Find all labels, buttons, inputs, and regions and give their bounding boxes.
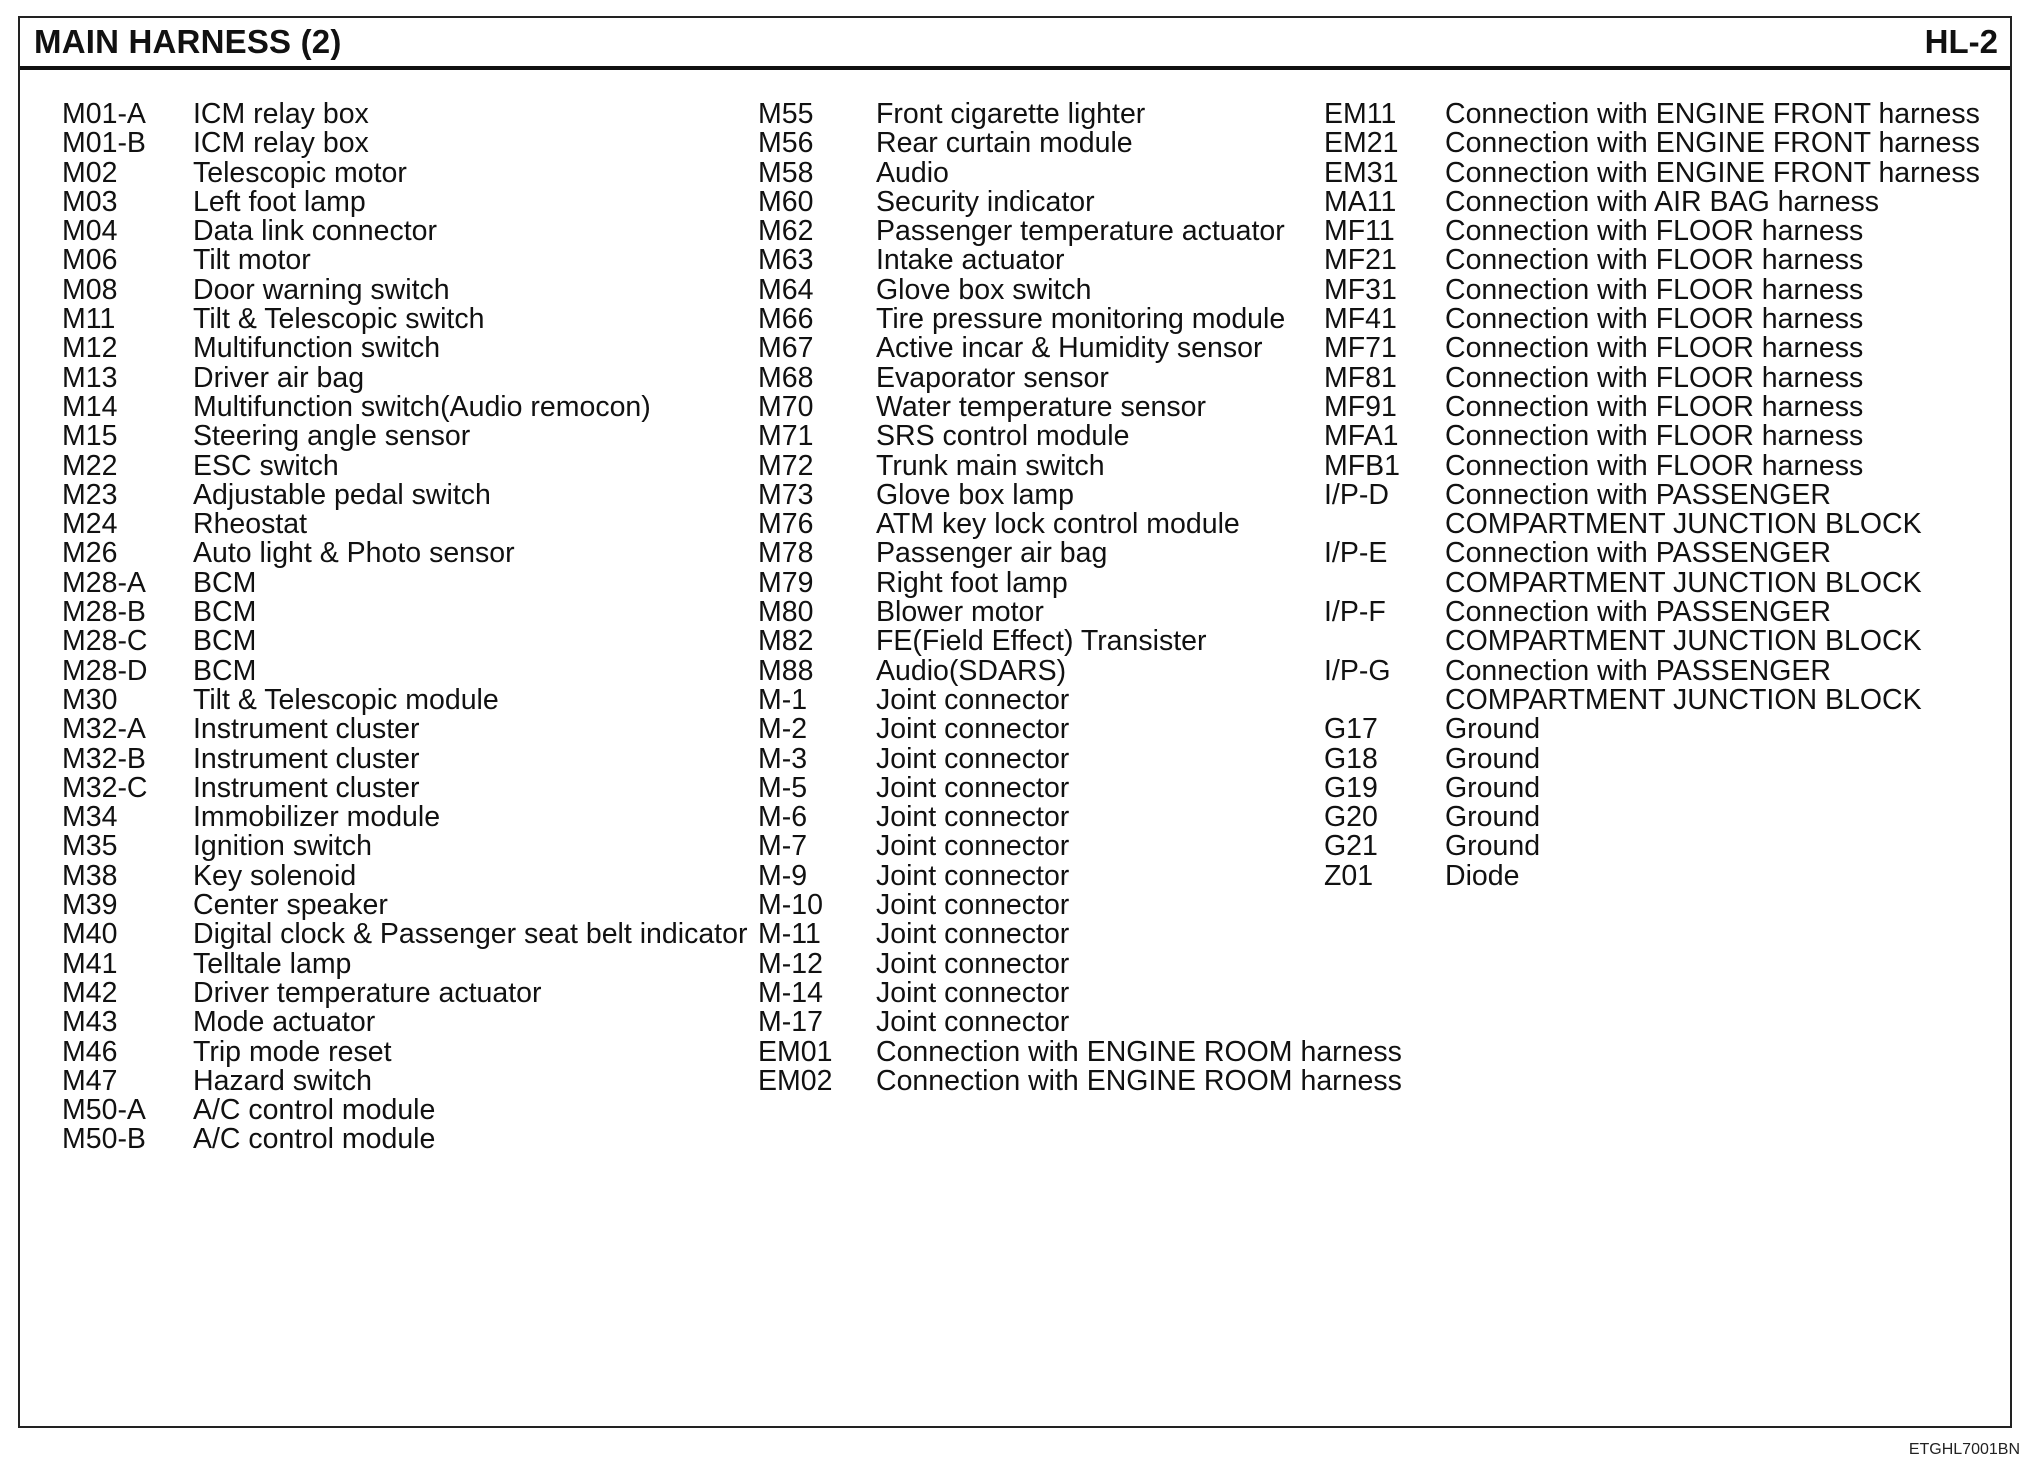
connector-code: MF71 bbox=[1324, 332, 1397, 365]
figure-id: ETGHL7001BN bbox=[1908, 1441, 2020, 1458]
connector-description: Ground bbox=[1445, 771, 1541, 804]
connector-description: Multifunction switch(Audio remocon) bbox=[193, 390, 651, 423]
connector-code: MFA1 bbox=[1324, 420, 1399, 453]
connector-code: M68 bbox=[758, 361, 814, 394]
connector-code: MF31 bbox=[1324, 273, 1397, 306]
connector-row bbox=[62, 510, 742, 539]
connector-code: M42 bbox=[62, 976, 118, 1009]
connector-description: Connection with FLOOR harness bbox=[1445, 361, 1864, 394]
connector-row bbox=[1324, 390, 2004, 423]
connector-row bbox=[758, 361, 1318, 394]
connector-description: Connection with PASSENGER bbox=[1445, 654, 1831, 687]
connector-description: Tire pressure monitoring module bbox=[876, 303, 1286, 336]
connector-description: Connection with FLOOR harness bbox=[1445, 303, 1864, 336]
connector-list-column-1 bbox=[62, 98, 748, 1156]
connector-description: Tilt & Telescopic switch bbox=[193, 303, 485, 336]
connector-description: COMPARTMENT JUNCTION BLOCK bbox=[1445, 625, 1922, 658]
connector-code: M-5 bbox=[758, 771, 808, 804]
connector-description: BCM bbox=[193, 625, 257, 658]
connector-code: M-3 bbox=[758, 742, 808, 775]
connector-code: M03 bbox=[62, 185, 118, 218]
connector-row bbox=[62, 185, 742, 218]
connector-code: M13 bbox=[62, 361, 118, 394]
connector-row bbox=[62, 891, 742, 920]
connector-row bbox=[62, 976, 742, 1009]
connector-description: Telescopic motor bbox=[193, 156, 407, 189]
connector-code: EM01 bbox=[758, 1035, 833, 1068]
connector-description: Joint connector bbox=[876, 947, 1070, 980]
connector-description: Connection with FLOOR harness bbox=[1445, 449, 1864, 482]
connector-description: COMPARTMENT JUNCTION BLOCK bbox=[1445, 683, 1922, 716]
connector-row bbox=[758, 1064, 1402, 1097]
connector-code: M15 bbox=[62, 420, 118, 453]
connector-row bbox=[62, 478, 742, 511]
connector-code: M28-D bbox=[62, 654, 148, 687]
connector-code: M79 bbox=[758, 566, 814, 599]
connector-code: M01-A bbox=[62, 98, 146, 130]
connector-row bbox=[758, 715, 1318, 744]
connector-row bbox=[1324, 539, 2004, 568]
connector-description: Connection with FLOOR harness bbox=[1445, 420, 1864, 453]
connector-row bbox=[1324, 217, 2004, 246]
connector-code: MF41 bbox=[1324, 303, 1397, 336]
connector-code: M22 bbox=[62, 449, 118, 482]
connector-description: Joint connector bbox=[876, 830, 1070, 863]
connector-code: MF11 bbox=[1324, 215, 1395, 248]
connector-code: M39 bbox=[62, 889, 118, 922]
connector-description: Joint connector bbox=[876, 713, 1070, 746]
connector-row bbox=[1324, 566, 2004, 599]
connector-code: M64 bbox=[758, 273, 814, 306]
connector-description: Passenger temperature actuator bbox=[876, 215, 1285, 248]
connector-description: Instrument cluster bbox=[193, 742, 420, 775]
connector-description: Tilt & Telescopic module bbox=[193, 683, 499, 716]
connector-description: Door warning switch bbox=[193, 273, 450, 306]
connector-description: BCM bbox=[193, 566, 257, 599]
connector-description: Ground bbox=[1445, 742, 1541, 775]
connector-row bbox=[62, 539, 742, 568]
connector-row bbox=[758, 246, 1318, 275]
connector-row bbox=[62, 683, 742, 716]
connector-code: M71 bbox=[758, 420, 814, 453]
connector-code: M47 bbox=[62, 1064, 118, 1097]
connector-code: M11 bbox=[62, 303, 116, 336]
connector-description: Connection with ENGINE FRONT harness bbox=[1445, 156, 1980, 189]
connector-description: Intake actuator bbox=[876, 244, 1065, 277]
connector-row bbox=[758, 947, 1318, 980]
connector-code: M24 bbox=[62, 508, 118, 541]
connector-row bbox=[62, 217, 742, 246]
connector-row bbox=[62, 273, 742, 306]
connector-row bbox=[1324, 654, 2004, 687]
connector-row bbox=[1324, 185, 2004, 218]
connector-row bbox=[758, 390, 1318, 423]
connector-row bbox=[1324, 598, 2004, 627]
connector-description: Ignition switch bbox=[193, 830, 373, 863]
connector-description: Instrument cluster bbox=[193, 771, 420, 804]
connector-row bbox=[758, 859, 1318, 892]
connector-row bbox=[758, 742, 1318, 775]
connector-code: I/P-G bbox=[1324, 654, 1391, 687]
connector-code: G17 bbox=[1324, 713, 1378, 746]
connector-row bbox=[758, 305, 1318, 334]
connector-row bbox=[1324, 156, 2004, 189]
connector-description: Instrument cluster bbox=[193, 713, 420, 746]
connector-description: Joint connector bbox=[876, 801, 1070, 834]
connector-description: Connection with ENGINE ROOM harness bbox=[876, 1035, 1402, 1068]
connector-description: Auto light & Photo sensor bbox=[193, 537, 515, 570]
connector-row bbox=[62, 1125, 742, 1154]
connector-code: MF91 bbox=[1324, 390, 1397, 423]
connector-code: EM02 bbox=[758, 1064, 833, 1097]
connector-row bbox=[758, 683, 1318, 716]
connector-row bbox=[62, 566, 742, 599]
connector-code: M-6 bbox=[758, 801, 808, 834]
connector-description: Diode bbox=[1445, 859, 1520, 892]
connector-description: Joint connector bbox=[876, 859, 1070, 892]
connector-code: M-1 bbox=[758, 683, 808, 716]
connector-description: Steering angle sensor bbox=[193, 420, 471, 453]
connector-code: M80 bbox=[758, 596, 814, 629]
page-header bbox=[20, 18, 2010, 70]
connector-description: Audio(SDARS) bbox=[876, 654, 1067, 687]
connector-code: M30 bbox=[62, 683, 118, 716]
connector-code: M14 bbox=[62, 390, 118, 423]
connector-code: EM31 bbox=[1324, 156, 1399, 189]
connector-description: Audio bbox=[876, 156, 949, 189]
connector-row bbox=[62, 246, 742, 275]
connector-row bbox=[758, 891, 1318, 920]
connector-description: Ground bbox=[1445, 801, 1541, 834]
connector-row bbox=[758, 273, 1318, 306]
connector-row bbox=[62, 715, 742, 744]
connector-row bbox=[1324, 361, 2004, 394]
connector-description: Passenger air bag bbox=[876, 537, 1108, 570]
connector-code: G20 bbox=[1324, 801, 1378, 834]
connector-row bbox=[62, 129, 742, 158]
connector-description: ICM relay box bbox=[193, 127, 369, 160]
connector-description: Blower motor bbox=[876, 596, 1044, 629]
connector-description: Water temperature sensor bbox=[876, 390, 1206, 423]
connector-description: Front cigarette lighter bbox=[876, 98, 1146, 130]
connector-code: M72 bbox=[758, 449, 814, 482]
connector-row bbox=[62, 742, 742, 775]
connector-row bbox=[62, 422, 742, 451]
connector-row bbox=[1324, 478, 2004, 511]
connector-description: Driver temperature actuator bbox=[193, 976, 542, 1009]
connector-row bbox=[758, 217, 1318, 246]
connector-row bbox=[758, 1008, 1318, 1037]
connector-row bbox=[62, 334, 742, 363]
connector-description: Adjustable pedal switch bbox=[193, 478, 491, 511]
connector-code: G18 bbox=[1324, 742, 1378, 775]
connector-row bbox=[758, 185, 1318, 218]
connector-description: Connection with PASSENGER bbox=[1445, 478, 1831, 511]
connector-description: Mode actuator bbox=[193, 1006, 376, 1039]
connector-description: Connection with PASSENGER bbox=[1445, 596, 1831, 629]
connector-row bbox=[758, 334, 1318, 363]
connector-description: Joint connector bbox=[876, 889, 1070, 922]
connector-row bbox=[62, 156, 742, 189]
connector-description: Driver air bag bbox=[193, 361, 365, 394]
connector-description: A/C control module bbox=[193, 1123, 436, 1156]
connector-description: ESC switch bbox=[193, 449, 339, 482]
connector-row bbox=[1324, 510, 2004, 539]
connector-code: M32-A bbox=[62, 713, 146, 746]
connector-description: BCM bbox=[193, 654, 257, 687]
connector-code: M35 bbox=[62, 830, 118, 863]
connector-code: M34 bbox=[62, 801, 118, 834]
connector-code: M40 bbox=[62, 918, 118, 951]
connector-list-column-3 bbox=[1324, 100, 2004, 891]
connector-description: COMPARTMENT JUNCTION BLOCK bbox=[1445, 566, 1922, 599]
connector-row bbox=[62, 1096, 742, 1125]
connector-row bbox=[758, 771, 1318, 804]
connector-description: Rear curtain module bbox=[876, 127, 1133, 160]
connector-description: A/C control module bbox=[193, 1094, 436, 1127]
connector-code: M66 bbox=[758, 303, 814, 336]
connector-row bbox=[1324, 742, 2004, 775]
connector-row bbox=[1324, 129, 2004, 158]
connector-code: M88 bbox=[758, 654, 814, 687]
connector-code: MF81 bbox=[1324, 361, 1397, 394]
connector-description: Connection with ENGINE ROOM harness bbox=[876, 1064, 1402, 1097]
connector-row bbox=[1324, 771, 2004, 804]
connector-row bbox=[758, 832, 1318, 861]
connector-description: Data link connector bbox=[193, 215, 437, 248]
connector-code: M63 bbox=[758, 244, 814, 277]
connector-row bbox=[62, 627, 742, 656]
connector-description: ICM relay box bbox=[193, 98, 369, 130]
connector-code: M-12 bbox=[758, 947, 823, 980]
connector-description: Joint connector bbox=[876, 771, 1070, 804]
connector-description: Joint connector bbox=[876, 742, 1070, 775]
connector-description: Right foot lamp bbox=[876, 566, 1068, 599]
connector-description: Glove box lamp bbox=[876, 478, 1075, 511]
connector-description: Immobilizer module bbox=[193, 801, 441, 834]
connector-description: Connection with FLOOR harness bbox=[1445, 273, 1864, 306]
connector-row bbox=[62, 918, 748, 951]
connector-description: Trunk main switch bbox=[876, 449, 1105, 482]
connector-row bbox=[1324, 832, 2004, 861]
connector-row bbox=[758, 566, 1318, 599]
connector-description: Multifunction switch bbox=[193, 332, 441, 365]
connector-code: M46 bbox=[62, 1035, 118, 1068]
connector-description: Key solenoid bbox=[193, 859, 357, 892]
connector-code: M38 bbox=[62, 859, 118, 892]
connector-code: M04 bbox=[62, 215, 118, 248]
connector-code: M62 bbox=[758, 215, 814, 248]
connector-code: M02 bbox=[62, 156, 118, 189]
connector-row bbox=[1324, 334, 2004, 363]
connector-row bbox=[62, 832, 742, 861]
connector-row bbox=[62, 1008, 742, 1037]
connector-row bbox=[1324, 859, 2004, 892]
connector-code: MF21 bbox=[1324, 244, 1397, 277]
connector-description: Joint connector bbox=[876, 1006, 1070, 1039]
connector-description: Trip mode reset bbox=[193, 1035, 392, 1068]
connector-description: Tilt motor bbox=[193, 244, 311, 277]
connector-row bbox=[758, 920, 1318, 949]
connector-row bbox=[758, 100, 1318, 129]
connector-row bbox=[758, 156, 1318, 189]
connector-description: Joint connector bbox=[876, 683, 1070, 716]
connector-code: M23 bbox=[62, 478, 118, 511]
connector-row bbox=[758, 422, 1318, 451]
connector-description: Left foot lamp bbox=[193, 185, 366, 218]
connector-description: Joint connector bbox=[876, 976, 1070, 1009]
connector-code: M41 bbox=[62, 947, 118, 980]
connector-description: SRS control module bbox=[876, 420, 1130, 453]
connector-code: M70 bbox=[758, 390, 814, 423]
connector-description: Connection with FLOOR harness bbox=[1445, 390, 1864, 423]
connector-description: Connection with PASSENGER bbox=[1445, 537, 1831, 570]
connector-row bbox=[758, 627, 1318, 656]
connector-description: Ground bbox=[1445, 830, 1541, 863]
connector-code: M-14 bbox=[758, 976, 823, 1009]
connector-code: M78 bbox=[758, 537, 814, 570]
connector-description: BCM bbox=[193, 596, 257, 629]
connector-description: Rheostat bbox=[193, 508, 308, 541]
connector-row bbox=[1324, 627, 2004, 656]
connector-row bbox=[62, 100, 742, 129]
connector-description: ATM key lock control module bbox=[876, 508, 1240, 541]
connector-description: Glove box switch bbox=[876, 273, 1092, 306]
connector-code: M67 bbox=[758, 332, 814, 365]
connector-code: M58 bbox=[758, 156, 814, 189]
connector-code: EM21 bbox=[1324, 127, 1399, 160]
connector-description: Digital clock & Passenger seat belt indicator bbox=[193, 918, 748, 951]
connector-row bbox=[62, 361, 742, 394]
connector-code: M-17 bbox=[758, 1006, 823, 1039]
connector-description: Connection with FLOOR harness bbox=[1445, 332, 1864, 365]
connector-row bbox=[758, 449, 1318, 482]
connector-code: EM11 bbox=[1324, 98, 1397, 130]
connector-row bbox=[62, 947, 742, 980]
connector-code: M82 bbox=[758, 625, 814, 658]
connector-row bbox=[62, 598, 742, 627]
connector-description: COMPARTMENT JUNCTION BLOCK bbox=[1445, 508, 1922, 541]
connector-description: Active incar & Humidity sensor bbox=[876, 332, 1263, 365]
connector-code: M32-B bbox=[62, 742, 146, 775]
connector-code: M50-A bbox=[62, 1094, 146, 1127]
connector-description: Telltale lamp bbox=[193, 947, 352, 980]
connector-description: Connection with FLOOR harness bbox=[1445, 215, 1864, 248]
connector-row bbox=[758, 1035, 1402, 1068]
connector-code: M55 bbox=[758, 98, 814, 130]
connector-row bbox=[62, 803, 742, 832]
connector-description: Connection with AIR BAG harness bbox=[1445, 185, 1880, 218]
connector-description: Connection with FLOOR harness bbox=[1445, 244, 1864, 277]
connector-description: Security indicator bbox=[876, 185, 1095, 218]
connector-code: I/P-F bbox=[1324, 596, 1386, 629]
connector-code: M-10 bbox=[758, 889, 823, 922]
connector-row bbox=[1324, 422, 2004, 451]
connector-code: G19 bbox=[1324, 771, 1378, 804]
connector-code: M01-B bbox=[62, 127, 146, 160]
connector-row bbox=[1324, 803, 2004, 832]
page-id: HL-2 bbox=[1924, 23, 1998, 60]
connector-description: Ground bbox=[1445, 713, 1541, 746]
connector-code: M56 bbox=[758, 127, 814, 160]
connector-row bbox=[62, 390, 742, 423]
connector-code: M08 bbox=[62, 273, 118, 306]
connector-row bbox=[62, 859, 742, 892]
connector-row bbox=[62, 654, 742, 687]
connector-row bbox=[758, 803, 1318, 832]
connector-code: M06 bbox=[62, 244, 118, 277]
connector-code: M-9 bbox=[758, 859, 808, 892]
connector-row bbox=[1324, 273, 2004, 306]
connector-code: M28-B bbox=[62, 596, 146, 629]
connector-row bbox=[1324, 683, 2004, 716]
connector-row bbox=[1324, 246, 2004, 275]
connector-row bbox=[758, 598, 1318, 627]
connector-row bbox=[62, 1035, 742, 1068]
connector-code: M28-C bbox=[62, 625, 148, 658]
connector-row bbox=[758, 510, 1318, 539]
connector-description: Center speaker bbox=[193, 889, 388, 922]
connector-row bbox=[62, 1064, 742, 1097]
connector-code: M12 bbox=[62, 332, 118, 365]
connector-code: M73 bbox=[758, 478, 814, 511]
connector-code: M43 bbox=[62, 1006, 118, 1039]
connector-code: M28-A bbox=[62, 566, 146, 599]
connector-code: M-7 bbox=[758, 830, 808, 863]
connector-row bbox=[62, 449, 742, 482]
connector-row bbox=[758, 478, 1318, 511]
connector-description: Connection with ENGINE FRONT harness bbox=[1445, 127, 1980, 160]
connector-code: MFB1 bbox=[1324, 449, 1401, 482]
connector-row bbox=[758, 539, 1318, 568]
connector-code: M26 bbox=[62, 537, 118, 570]
connector-row bbox=[62, 771, 742, 804]
connector-code: M60 bbox=[758, 185, 814, 218]
connector-row bbox=[758, 654, 1318, 687]
connector-description: FE(Field Effect) Transister bbox=[876, 625, 1207, 658]
connector-code: M32-C bbox=[62, 771, 148, 804]
connector-row bbox=[1324, 305, 2004, 334]
connector-row bbox=[62, 305, 742, 334]
connector-code: Z01 bbox=[1324, 859, 1374, 892]
connector-code: M-2 bbox=[758, 713, 808, 746]
connector-code: MA11 bbox=[1324, 185, 1397, 218]
connector-description: Connection with ENGINE FRONT harness bbox=[1445, 98, 1980, 130]
connector-row bbox=[1324, 449, 2004, 482]
connector-row bbox=[758, 129, 1318, 158]
connector-code: I/P-E bbox=[1324, 537, 1388, 570]
connector-code: M76 bbox=[758, 508, 814, 541]
page-title: MAIN HARNESS (2) bbox=[34, 23, 342, 60]
connector-description: Joint connector bbox=[876, 918, 1070, 951]
connector-code: M50-B bbox=[62, 1123, 146, 1156]
connector-description: Evaporator sensor bbox=[876, 361, 1109, 394]
connector-row bbox=[1324, 100, 2004, 129]
connector-description: Hazard switch bbox=[193, 1064, 372, 1097]
connector-code: M-11 bbox=[758, 918, 821, 951]
connector-row bbox=[1324, 715, 2004, 744]
connector-row bbox=[758, 976, 1318, 1009]
connector-code: I/P-D bbox=[1324, 478, 1389, 511]
connector-code: G21 bbox=[1324, 830, 1378, 863]
